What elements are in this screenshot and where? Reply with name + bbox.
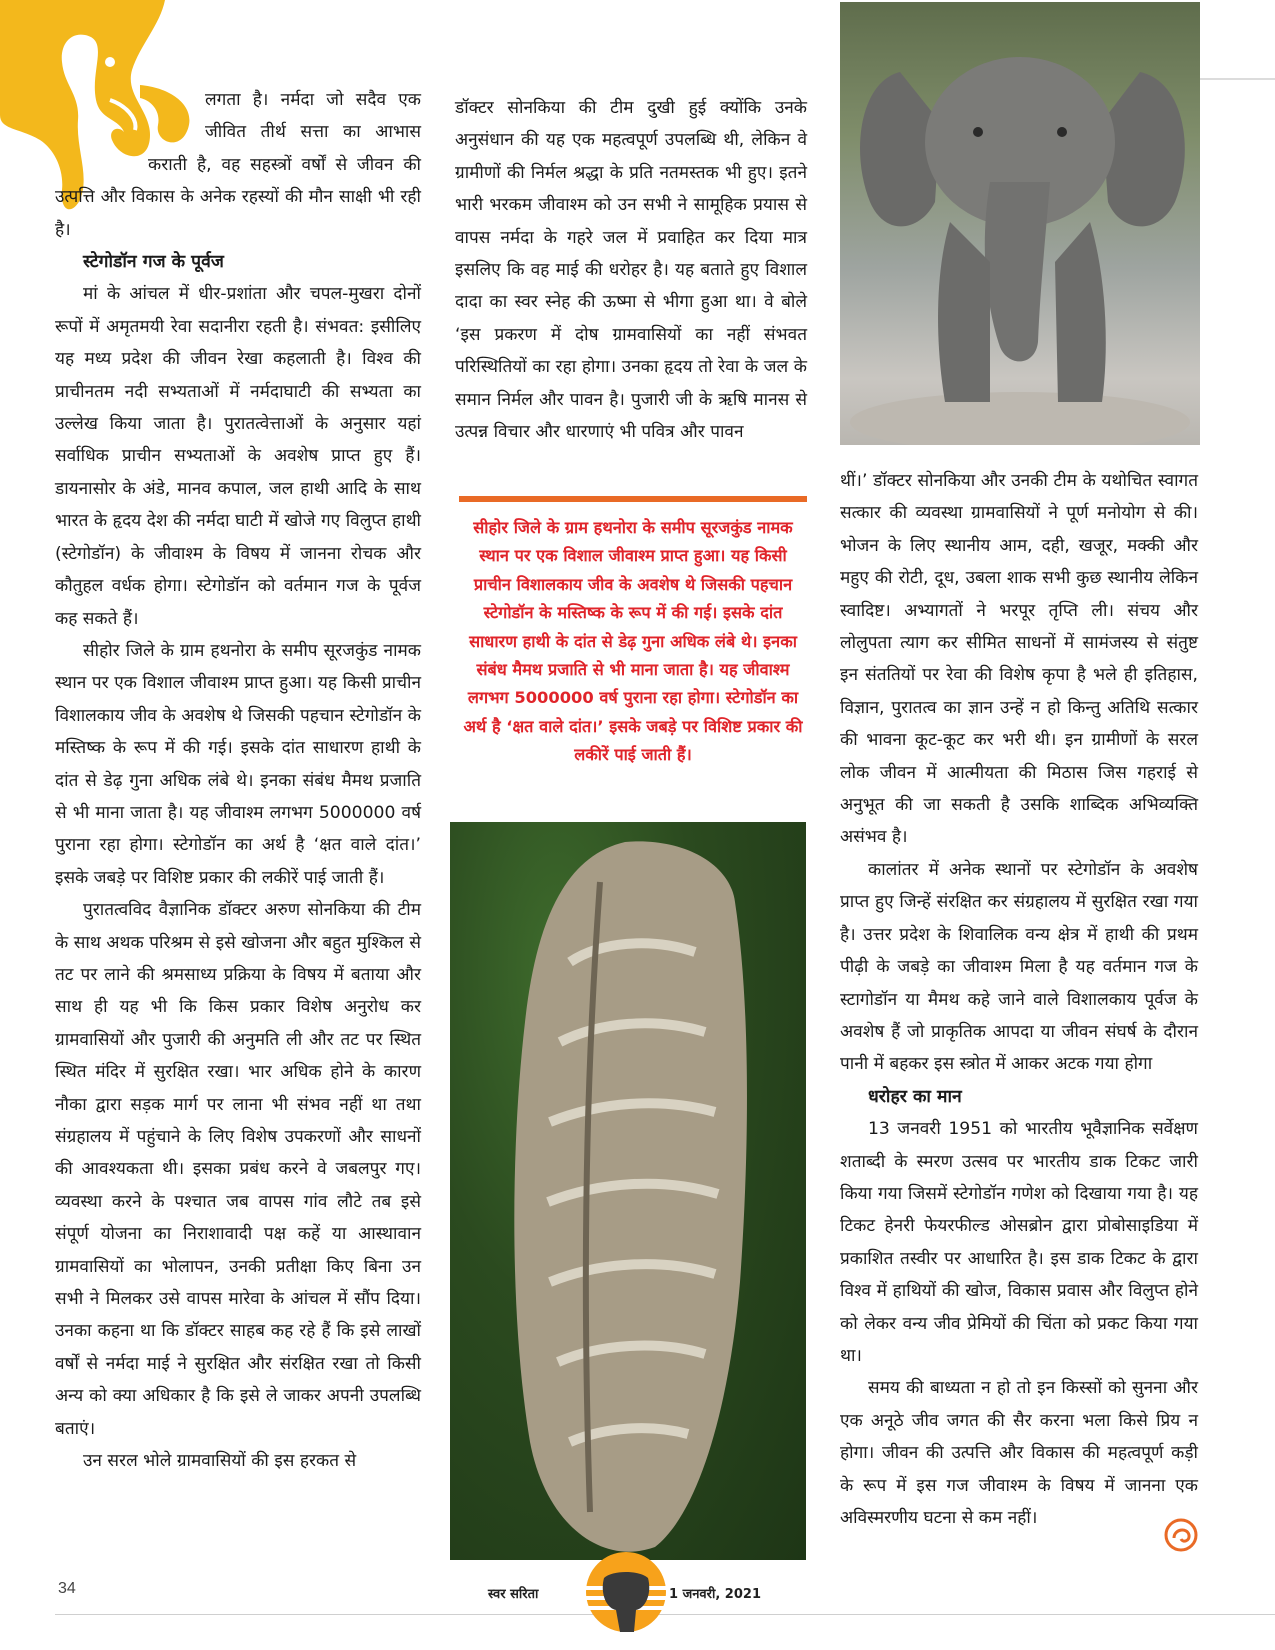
baby-elephant-photo (840, 2, 1200, 445)
paragraph: डॉक्टर सोनकिया की टीम दुखी हुई क्योंकि उनके अनुसंधान की यह एक महत्वपूर्ण उपलब्धि थी, लेकिन वे ग्रामीणों की निर्मल श्रद्धा के प्रति नतमस्तक भी हुए। इतने भारी भरकम जीवाश्म को उन सभी ने सामूहिक प्रयास से वापस नर्मदा के गहरे जल में प्रवाहित कर दिया मात्र इसलिए कि वह माई की धरोहर है। यह बताते हुए विशाल दादा का स्वर स्नेह की ऊष्मा से भीगा हुआ था। वे बोले ‘इस प्रकरण में दोष ग्रामवासियों का नहीं संभवत परिस्थितियों का रहा होगा। उनका हृदय तो रेवा के जल के समान निर्मल और पावन है। पुजारी जी के ऋषि मानस से उत्पन्न विचार और धारणाएं भी पवित्र और पावन (455, 98, 807, 443)
paragraph: पुरातत्वविद वैज्ञानिक डॉक्टर अरुण सोनकिया की टीम के साथ अथक परिश्रम से इसे खोजना और बहुत मुश्किल से तट पर लाने की श्रमसाध्य प्रक्रिया के विषय में बताया और साथ ही यह भी कि किस प्रकार विशेष अनुरोध कर ग्रामवासियों और पुजारी की अनुमति ली और तट पर स्थित स्थित मंदिर में सुरक्षित रखा। भार अधिक होने के कारण नौका द्वारा सड़क मार्ग पर लाना भी संभव नहीं था तथा संग्रहालय में पहुंचाने के लिए विशेष उपकरणों और साधनों की आवश्यकता थी। इसका प्रबंध करने वे जबलपुर गए। व्यवस्था करने के पश्चात जब वापस गांव लौटे तब इसे संपूर्ण योजना का निराशावादी पक्ष कहें या आस्थावान ग्रामवासियों का भोलापन, उनकी प्रतीक्षा किए बिना उन सभी ने मिलकर उसे वापस मारेवा के आंचल में सौंप दिया। उनका कहना था कि डॉक्टर साहब कह रहे हैं कि इसे लाखों वर्षों से नर्मदा माई ने सुरक्षित और संरक्षित रखा तो किसी अन्य को क्या अधिकार है कि इसे ले जाकर अपनी उपलब्धि बताएं। (55, 900, 421, 1439)
text-column-1 (55, 84, 421, 1477)
paragraph: मां के आंचल में धीर-प्रशांता और चपल-मुखरा दोनों रूपों में अमृतमयी रेवा सदानीरा रहती है। संभवत: इसीलिए यह मध्य प्रदेश की जीवन रेखा कहलाती है। विश्व की प्राचीनतम नदी सभ्यताओं में नर्मदाघाटी की सभ्यता का उल्लेख किया जाता है। पुरातत्वेत्ताओं के अनुसार यहां सर्वाधिक प्राचीन सभ्यताओं के अवशेष प्राप्त हुए हैं। डायनासोर के अंडे, मानव कपाल, जल हाथी आदि के साथ भारत के हृदय देश की नर्मदा घाटी में खोजे गए विलुप्त हाथी (स्टेगोडॉन) के जीवाश्म के विषय में जानना रोचक और कौतुहल वर्धक होगा। स्टेगोडॉन को वर्तमान गज के पूर्वज कह सकते हैं। (55, 284, 421, 629)
text-column-3 (840, 465, 1198, 1534)
stegodon-fossil-photo (450, 822, 806, 1560)
paragraph: समय की बाध्यता न हो तो इन किस्सों को सुनना और एक अनूठे जीव जगत की सैर करना भला किसे प्रिय न होगा। जीवन की उत्पत्ति और विकास की महत्वपूर्ण कड़ी के रूप में इस गज जीवाश्म के विषय में जानना एक अविस्मरणीय घटना से कम नहीं। (840, 1378, 1198, 1528)
section-heading-heritage: धरोहर का मान (868, 1086, 962, 1107)
paragraph: 13 जनवरी 1951 को भारतीय भूवैज्ञानिक सर्वेक्षण शताब्दी के स्मरण उत्सव पर भारतीय डाक टिकट जारी किया गया जिसमें स्टेगोडॉन गणेश को दिखाया गया है। यह टिकट हेनरी फेयरफील्ड ओसब्रोन द्वारा प्रोबोसाइडिया में प्रकाशित तस्वीर पर आधारित है। इस डाक टिकट के द्वारा विश्व में हाथियों की खोज, विकास प्रवास और विलुप्त होने को लेकर वन्य जीव प्रेमियों की चिंता को प्रकट किया गया था। (840, 1119, 1198, 1366)
issue-date: 1 जनवरी, 2021 (669, 1587, 761, 1602)
baby-elephant-illustration (840, 2, 1200, 445)
pull-quote: सीहोर जिले के ग्राम हथनोरा के समीप सूरजकुंड नामक स्थान पर एक विशाल जीवाश्म प्राप्त हुआ। यह किसी प्राचीन विशालकाय जीव के अवशेष थे जिसकी पहचान स्टेगोडॉन के मस्तिष्क के रूप में की गई। इसके दांत साधारण हाथी के दांत से डेढ़ गुना अधिक लंबे थे। इनका संबंध मैमथ प्रजाति से भी माना जाता है। यह जीवाश्म लगभग 5000000 वर्ष पुराना रहा होगा। स्टेगोडॉन का अर्थ है ‘क्षत वाले दांत।’ इसके जबड़े पर विशिष्ट प्रकार की लकीरें पाई जाती हैं। (463, 518, 803, 765)
callout-divider (459, 496, 807, 502)
fossil-illustration (450, 822, 806, 1560)
intro-paragraph: लगता है। नर्मदा जो सदैव एक जीवित तीर्थ सत्ता का आभास कराती है, वह सहस्त्रों वर्षों से जीवन की उत्पत्ति और विकास के अनेक रहस्यों की मौन साक्षी भी रही है। (55, 90, 421, 240)
page-number: 34 (58, 1580, 76, 1597)
paragraph: थीं।’ डॉक्टर सोनकिया और उनकी टीम के यथोचित स्वागत सत्कार की व्यवस्था ग्रामवासियों ने पूर्ण मनोयोग से की। भोजन के लिए स्थानीय आम, दही, खजूर, मक्की और महुए की रोटी, दूध, उबला शाक सभी कुछ स्थानीय लेकिन स्वादिष्ट। अभ्यागतों ने भरपूर तृप्ति ली। संचय और लोलुपता त्याग कर सीमित साधनों में सामंजस्य से संतुष्ट इन संततियों पर रेवा की विशेष कृपा है भले ही इतिहास, विज्ञान, पुरातत्व का ज्ञान उन्हें न हो किन्तु अतिथि सत्कार की भावना कूट-कूट कर भरी थी। इन ग्रामीणों के सरल लोक जीवन में आत्मीयता की मिठास जिस गहराई से अनुभूत की जा सकती है उसकि शाब्दिक अभिव्यक्ति असंभव है। (840, 471, 1198, 848)
magazine-name: स्वर सरिता (488, 1587, 539, 1602)
paragraph: कालांतर में अनेक स्थानों पर स्टेगोडॉन के अवशेष प्राप्त हुए जिन्हें संरक्षित कर संग्रहालय में सुरक्षित रखा गया है। उत्तर प्रदेश के शिवालिक वन्य क्षेत्र में हाथी की प्रथम पीढ़ी के जबड़े का जीवाश्म मिला है यह वर्तमान गज के स्टागोडॉन या मैमथ कहे जाने वाले विशालकाय पूर्वज के अवशेष हैं जो प्राकृतिक आपदा या जीवन संघर्ष के दौरान पानी में बहकर इस स्त्रोत में आकर अटक गया होगा (840, 859, 1198, 1075)
paragraph: सीहोर जिले के ग्राम हथनोरा के समीप सूरजकुंड नामक स्थान पर एक विशाल जीवाश्म प्राप्त हुआ। यह किसी प्राचीन विशालकाय जीव के अवशेष थे जिसकी पहचान स्टेगोडॉन के मस्तिष्क के रूप में की गई। इसके दांत साधारण हाथी के दांत से डेढ़ गुना अधिक लंबे थे। इनका संबंध मैमथ प्रजाति से भी माना जाता है। यह जीवाश्म लगभग 5000000 वर्ष पुराना रहा होगा। स्टेगोडॉन का अर्थ है ‘क्षत वाले दांत।’ इसके जबड़े पर विशिष्ट प्रकार की लकीरें पाई जाती हैं। (55, 640, 421, 888)
sunset-elephant-logo-icon (582, 1548, 670, 1638)
end-mark-icon (1163, 1517, 1199, 1553)
text-column-2 (455, 92, 807, 448)
top-right-rule (1198, 78, 1275, 80)
paragraph: उन सरल भोले ग्रामवासियों की इस हरकत से (83, 1451, 357, 1472)
section-heading-stegodon: स्टेगोडॉन गज के पूर्वज (83, 252, 224, 273)
